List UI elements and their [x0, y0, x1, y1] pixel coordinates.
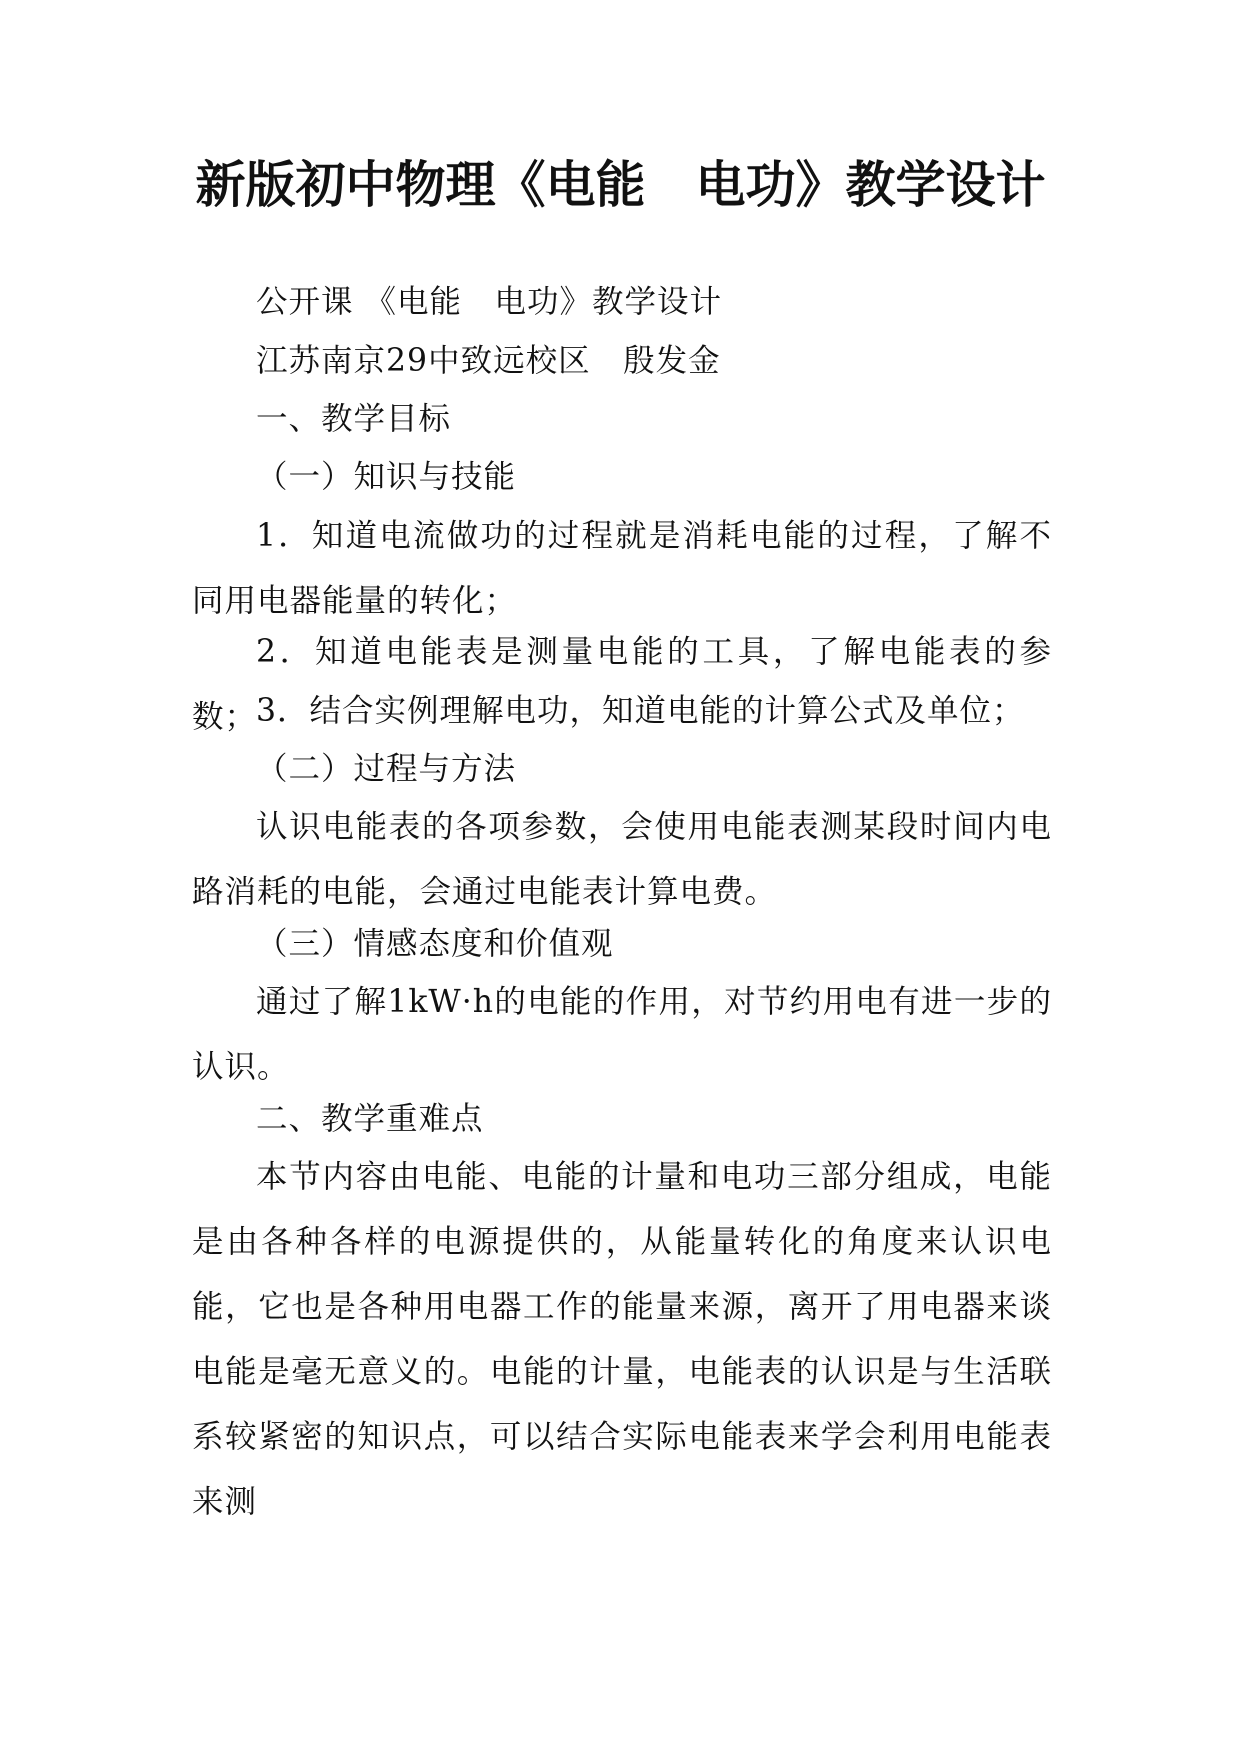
- paragraph-process-method: 认识电能表的各项参数，会使用电能表测某段时间内电路消耗的电能，会通过电能表计算电费。: [192, 809, 1052, 910]
- paragraph-key-points: 本节内容由电能、电能的计量和电功三部分组成，电能是由各种各样的电源提供的，从能量转化的角度来认识电能，它也是各种用电器工作的能量来源，离开了用电器来谈电能是毫无意义的。电能的计量，电能表的认识是与生活联系较紧密的知识点，可以结合实际电能表来学会利用电能表来测: [192, 1159, 1052, 1520]
- subheading-process-method: （二）过程与方法: [256, 751, 517, 787]
- paragraph-author: 江苏南京29中致远校区 殷发金: [256, 343, 721, 379]
- paragraph-course-name: 公开课 《电能 电功》教学设计: [256, 284, 723, 320]
- paragraph-goal-1: 1．知道电流做功的过程就是消耗电能的过程，了解不同用电器能量的转化；: [192, 518, 1052, 619]
- subheading-attitude-values: （三）情感态度和价值观: [256, 926, 614, 962]
- heading-teaching-goals: 一、教学目标: [256, 401, 452, 437]
- paragraph-goal-3: 3．结合实例理解电功，知道电能的计算公式及单位；: [256, 693, 1025, 729]
- heading-key-points: 二、教学重难点: [256, 1101, 484, 1137]
- paragraph-goal-2: 2．知道电能表是测量电能的工具，了解电能表的参数；: [192, 634, 1052, 735]
- document-title: 新版初中物理《电能 电功》教学设计: [195, 156, 1046, 214]
- subheading-knowledge-skills: （一）知识与技能: [256, 459, 517, 495]
- paragraph-attitude-values: 通过了解1kW·h的电能的作用，对节约用电有进一步的认识。: [192, 984, 1052, 1085]
